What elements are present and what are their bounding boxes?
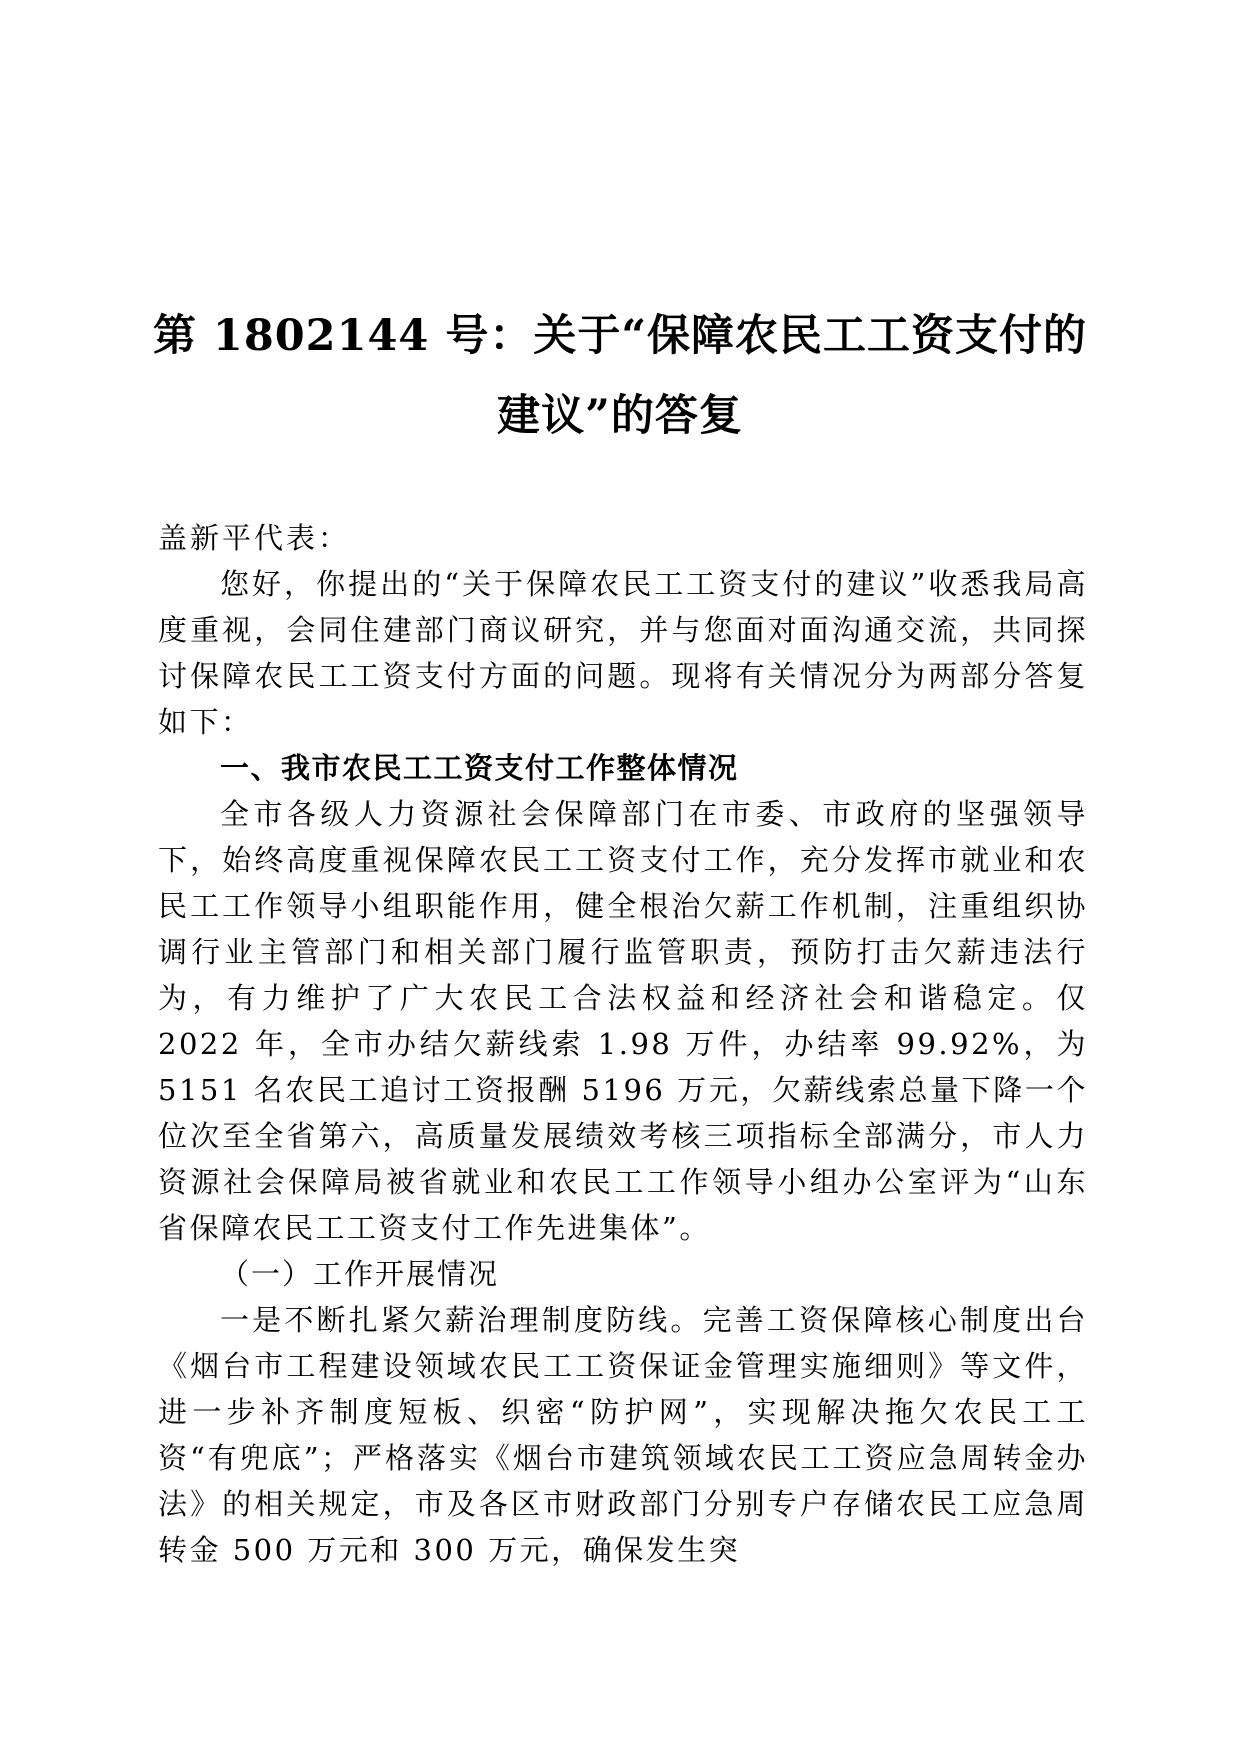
- subsection-1-paragraph: 一是不断扎紧欠薪治理制度防线。完善工资保障核心制度出台《烟台市工程建设领域农民工工资保证金管理实施细则》等文件，进一步补齐制度短板、织密“防护网”，实现解决拖欠农民工工资“有兜底”；严格落实《烟台市建筑领域农民工工资应急周转金办法》的相关规定，市及各区市财政部门分别专户存储农民工应急周转金 500 万元和 300 万元，确保发生突: [158, 1303, 1088, 1567]
- title-line-2: 建议”的答复: [497, 391, 743, 441]
- title-line-1: 第 1802144 号：关于“保障农民工工资支付的: [152, 311, 1088, 361]
- section-1-paragraph: 全市各级人力资源社会保障部门在市委、市政府的坚强领导下，始终高度重视保障农民工工资支付工作，充分发挥市就业和农民工工作领导小组职能作用，健全根治欠薪工作机制，注重组织协调行业主管部门和相关部门履行监管职责，预防打击欠薪违法行为，有力维护了广大农民工合法权益和经济社会和谐稳定。仅 2022 年，全市办结欠薪线索 1.98 万件，办结率 99.92%，为 5151 名农民工追讨工资报酬 5196 万元，欠薪线索总量下降一个位次至全省第六，高质量发展绩效考核三项指标全部满分，市人力资源社会保障局被省就业和农民工工作领导小组办公室评为“山东省保障农民工工资支付工作先进集体”。: [158, 797, 1088, 1245]
- document-body: [158, 515, 1088, 1573]
- section-1-heading: 一、我市农民工工资支付工作整体情况: [220, 751, 739, 785]
- subsection-1-heading: （一）工作开展情况: [220, 1257, 500, 1291]
- intro-paragraph: 您好，你提出的“关于保障农民工工资支付的建议”收悉我局高度重视，会同住建部门商议研究，并与您面对面沟通交流，共同探讨保障农民工工资支付方面的问题。现将有关情况分为两部分答复如下：: [158, 567, 1088, 739]
- salutation: 盖新平代表：: [158, 521, 351, 555]
- document-title: [140, 296, 1100, 456]
